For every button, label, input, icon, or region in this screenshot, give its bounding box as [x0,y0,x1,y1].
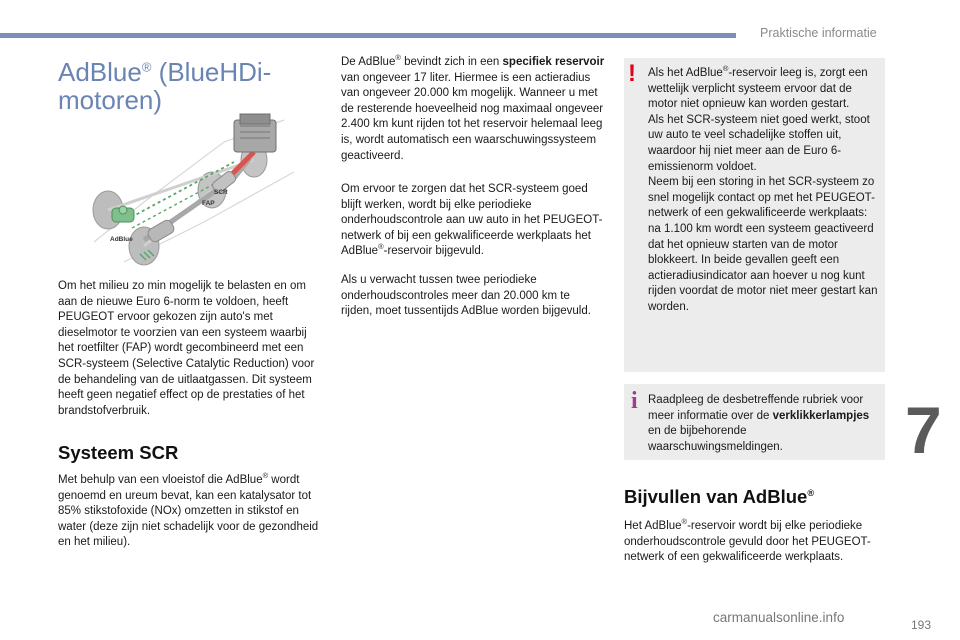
scr-paragraph: Met behulp van een vloeistof die AdBlue® wordt genoemd en ureum bevat, kan een katalysator tot 85% stikstofoxide (NOx) omzetten in stikstof en water (deze zijn niet schadelijk voor de gezondheid en het milieu). [58,471,319,549]
refill-paragraph: Het AdBlue®-reservoir wordt bij elke periodieke onderhoudscontrole gevuld door het PEUGEOT-netwerk of een gekwalificeerde werkplaats. [624,517,871,564]
info-icon: i [631,388,638,414]
watermark: carmanualsonline.info [713,610,845,625]
header-bar [0,33,736,38]
page-number: 193 [911,618,932,632]
info-text: Raadpleeg de desbetreffende rubriek voor meer informatie over de verklikkerlampjes en de bijbehorende waarschuwingsmeldingen. [648,394,870,453]
maintenance-paragraph: Om ervoor te zorgen dat het SCR-systeem goed blijft werken, wordt bij elke periodieke onderhoudscontrole aan uw auto in het PEUGEOT-netwerk of bij een gekwalificeerde werkplaats het AdBlue®-reservoir bijgevuld. [341,183,603,258]
heading-refill: Bijvullen van AdBlue® [624,486,815,507]
label-scr: SCR [214,189,228,196]
warning-text: Als het AdBlue®-reservoir leeg is, zorgt een wettelijk verplicht systeem ervoor dat de motor niet opnieuw kan worden gestart. Als het SCR-systeem niet goed werkt, stoot uw auto te veel schadelijke stoffen uit, waardoor hij niet meer aan de Euro 6-emissienorm voldoet. Neem bij een storing in het SCR-systeem zo snel mogelijk contact op met het PEUGEOT-netwerk of een gekwalificeerde werkplaats: na 1.100 km wordt een systeem geactiveerd dat het opnieuw starten van de motor blokkeert. In beide gevallen geeft een actieradiusindicator aan hoever u nog kunt rijden voordat de motor niet meer gestart kan worden. [648,64,878,313]
chapter-number: 7 [905,393,942,467]
heading-scr-system: Systeem SCR [58,442,179,463]
intro-paragraph: Om het milieu zo min mogelijk te belasten en om aan de nieuwe Euro 6-norm te voldoen, heeft PEUGEOT ervoor gekozen zijn auto's met dieselmotor te voorzien van een systeem waarbij het roetfilter (FAP) wordt gecombineerd met een SCR-systeem (Selective Catalytic Reduction) voor de behandeling van de uitlaatgassen. Dit systeem heeft geen negatief effect op de prestaties of het brandstofverbruik. [58,280,315,417]
interim-refill-paragraph: Als u verwacht tussen twee periodieke onderhoudscontroles meer dan 20.000 km te rijden, moet tussentijds AdBlue worden bijgevuld. [341,274,591,318]
label-adblue: AdBlue [110,236,133,243]
exclamation-icon: ! [628,60,636,87]
reservoir-paragraph: De AdBlue® bevindt zich in een specifiek reservoir van ongeveer 17 liter. Hiermee is een actieradius van ongeveer 20.000 km mogelijk. Wanneer u met de resterende hoeveelheid nog maximaal ongeveer 2.400 km kunt rijden tot het reservoir helemaal leeg is, wordt automatisch een waarschuwingssysteem geactiveerd. [341,53,605,162]
label-fap: FAP [202,200,215,207]
scr-system-illustration [84,112,306,274]
page-title: AdBlue® (BlueHDi- motoren) [58,57,272,115]
section-title: Praktische informatie [760,26,877,40]
